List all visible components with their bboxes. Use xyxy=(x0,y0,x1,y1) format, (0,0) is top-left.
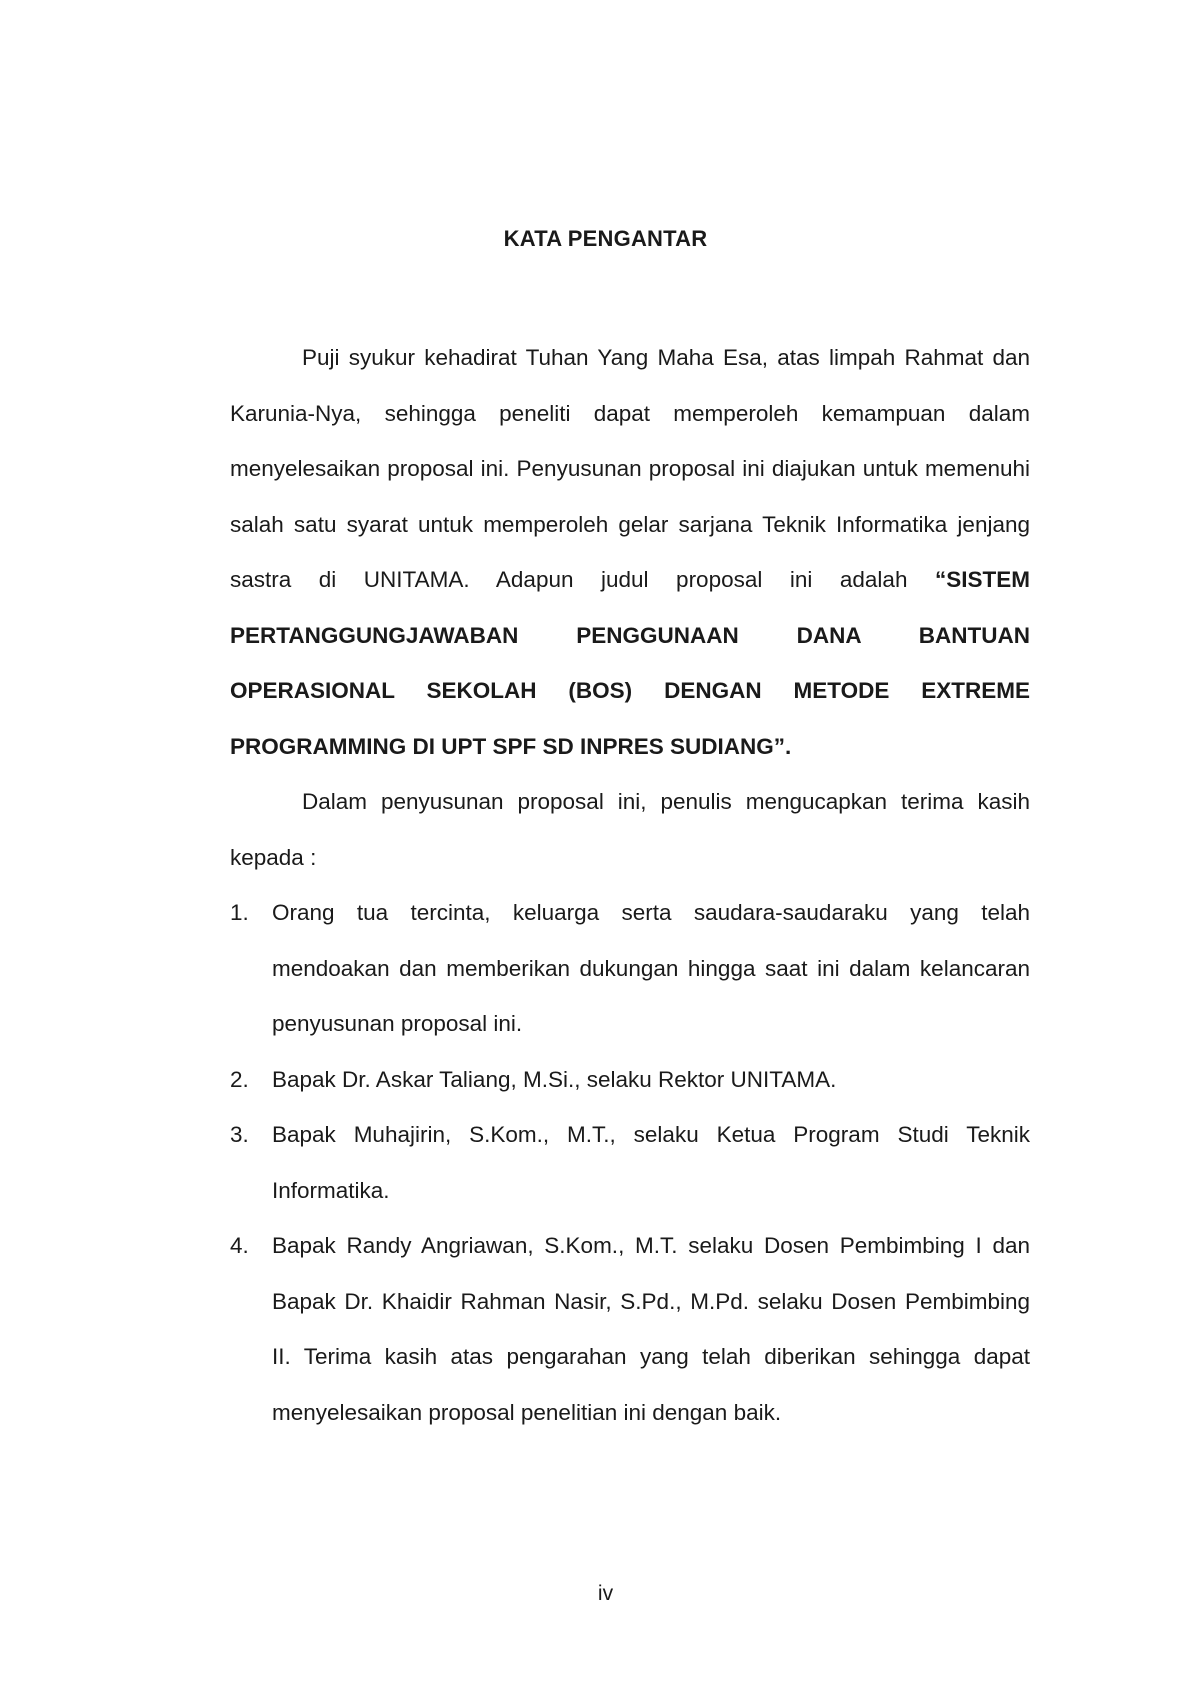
document-body xyxy=(230,330,1030,1440)
list-item xyxy=(230,1052,1030,1108)
page-number: iv xyxy=(597,1582,614,1605)
list-item-number: 4. xyxy=(230,1233,249,1258)
list-item-number: 2. xyxy=(230,1066,249,1092)
intro-paragraph xyxy=(230,330,1030,774)
list-item xyxy=(230,1218,1030,1440)
list-item-number: 3. xyxy=(230,1122,249,1147)
page-title: KATA PENGANTAR xyxy=(503,226,708,251)
list-item-number: 1. xyxy=(230,900,249,925)
list-item xyxy=(230,885,1030,1052)
list-item xyxy=(230,1107,1030,1218)
list-item-text: Orang tua tercinta, keluarga serta saudara-saudaraku yang telah mendoakan dan memberikan dukungan hingga saat ini dalam kelancaran penyusunan proposal ini. xyxy=(272,900,1030,1036)
acknowledgement-list xyxy=(230,885,1030,1440)
list-item-text: Bapak Muhajirin, S.Kom., M.T., selaku Ketua Program Studi Teknik Informatika. xyxy=(272,1122,1030,1203)
proposal-title: “SISTEM PERTANGGUNGJAWABAN PENGGUNAAN DANA BANTUAN OPERASIONAL SEKOLAH (BOS) DENGAN METODE EXTREME PROGRAMMING DI UPT SPF SD INPRES SUDIANG”. xyxy=(230,567,1030,759)
intro-paragraph-text: Puji syukur kehadirat Tuhan Yang Maha Esa, atas limpah Rahmat dan Karunia-Nya, sehingga peneliti dapat memperoleh kemampuan dalam menyelesaikan proposal ini. Penyusunan proposal ini diajukan untuk memenuhi salah satu syarat untuk memperoleh gelar sarjana Teknik Informatika jenjang sastra di UNITAMA. Adapun judul proposal ini adalah xyxy=(230,345,1030,592)
list-item-text: Bapak Dr. Askar Taliang, M.Si., selaku Rektor UNITAMA. xyxy=(272,1066,837,1092)
list-item-text: Bapak Randy Angriawan, S.Kom., M.T. selaku Dosen Pembimbing I dan Bapak Dr. Khaidir Rahman Nasir, S.Pd., M.Pd. selaku Dosen Pembimbing II. Terima kasih atas pengarahan yang telah diberikan sehingga dapat menyelesaikan proposal penelitian ini dengan baik. xyxy=(272,1233,1030,1425)
thanks-paragraph: Dalam penyusunan proposal ini, penulis mengucapkan terima kasih kepada : xyxy=(230,789,1030,870)
